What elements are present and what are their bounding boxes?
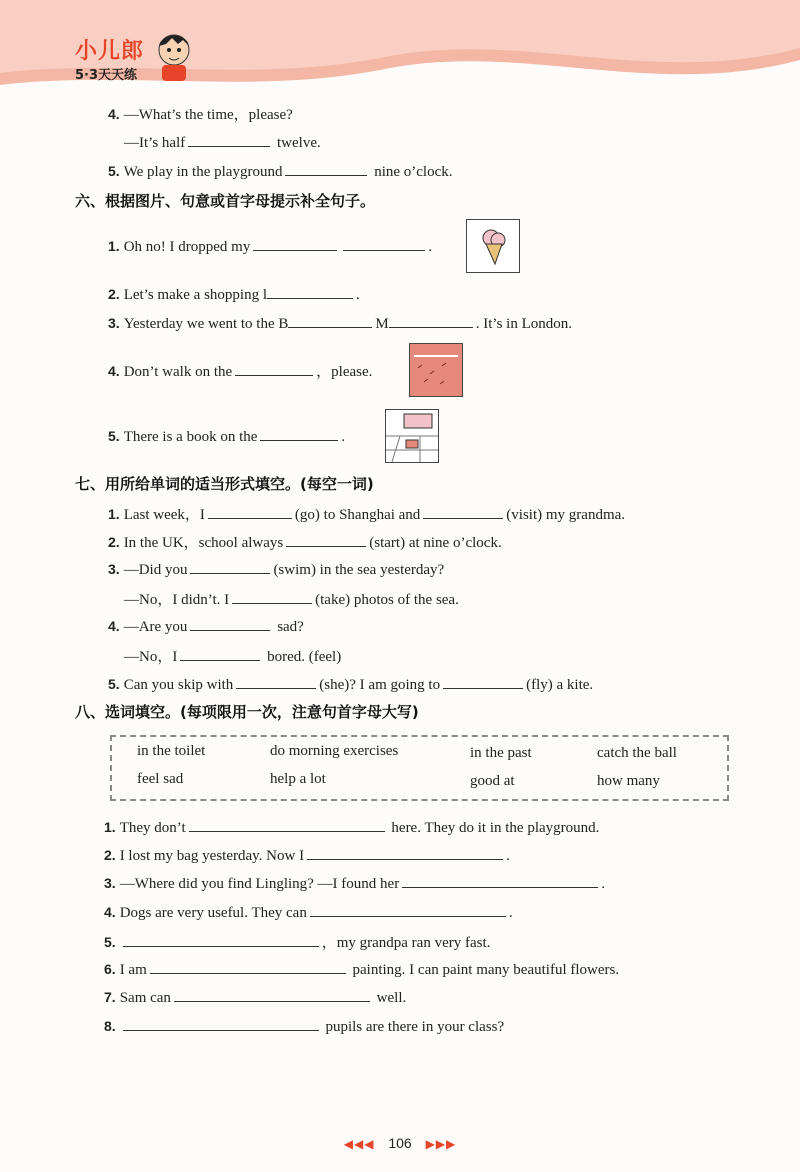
- answer-blank[interactable]: [389, 313, 473, 328]
- item-number: 2.: [108, 286, 120, 302]
- question-text: .: [508, 905, 513, 921]
- question-text: They don’t: [119, 820, 186, 836]
- question-text: Don’t walk on the: [123, 364, 233, 380]
- question-text: .: [356, 287, 360, 303]
- page-number: 106: [388, 1135, 412, 1151]
- item-number: 4.: [108, 363, 120, 379]
- question-text: (visit) my grandma.: [506, 507, 626, 523]
- answer-blank[interactable]: [189, 817, 385, 832]
- item-number: 8.: [104, 1018, 116, 1034]
- question-text: .: [506, 848, 510, 864]
- item-number: 5.: [108, 676, 120, 692]
- question-text: bored. (feel): [267, 649, 342, 665]
- question-text: —No，I: [124, 649, 178, 665]
- question-text: (start) at nine o’clock.: [369, 535, 502, 551]
- answer-blank[interactable]: [208, 504, 292, 519]
- question-text: ，my grandpa ran very fast.: [321, 935, 491, 951]
- question-text: sad?: [277, 619, 304, 635]
- item-number: 3.: [108, 315, 120, 331]
- answer-blank[interactable]: [285, 161, 367, 176]
- question-text: twelve.: [277, 135, 321, 151]
- left-arrows-icon: ◀◀◀: [343, 1137, 375, 1151]
- item-number: 5.: [108, 163, 120, 179]
- question-text: Sam can: [119, 990, 171, 1006]
- question-text: (go) to Shanghai and: [294, 507, 421, 523]
- item-number: 6.: [104, 961, 116, 977]
- answer-blank[interactable]: [150, 959, 346, 974]
- question-text: (fly) a kite.: [526, 677, 594, 693]
- word-option[interactable]: good at: [470, 773, 515, 789]
- question-text: —What’s the time，please?: [123, 107, 293, 123]
- item-number: 2.: [104, 847, 116, 863]
- item-number: 1.: [108, 506, 120, 522]
- item-number: 1.: [108, 238, 120, 254]
- answer-blank[interactable]: [123, 1016, 319, 1031]
- question-text: .: [601, 876, 605, 892]
- question-text: pupils are there in your class?: [325, 1019, 505, 1035]
- section-8-title: 八、选词填空。(每项限用一次，注意句首字母大写): [75, 703, 419, 721]
- question-text: (take) photos of the sea.: [315, 592, 459, 608]
- question-text: In the UK，school always: [123, 535, 284, 551]
- section-6-title: 六、根据图片、句意或首字母提示补全句子。: [75, 192, 376, 210]
- answer-blank[interactable]: [236, 674, 316, 689]
- word-option[interactable]: how many: [597, 773, 660, 789]
- answer-blank[interactable]: [423, 504, 503, 519]
- item-number: 3.: [108, 561, 120, 577]
- answer-blank[interactable]: [188, 132, 270, 147]
- word-option[interactable]: in the past: [470, 745, 532, 761]
- item-number: 1.: [104, 819, 116, 835]
- question-text: We play in the playground: [123, 164, 283, 180]
- question-text: Let’s make a shopping l: [123, 287, 267, 303]
- answer-blank[interactable]: [288, 313, 372, 328]
- logo-title: 小儿郎: [75, 39, 145, 64]
- answer-blank[interactable]: [123, 932, 319, 947]
- question-text: ，please.: [316, 364, 373, 380]
- question-text: .: [341, 429, 346, 445]
- question-text: nine o’clock.: [374, 164, 453, 180]
- item-number: 7.: [104, 989, 116, 1005]
- question-text: (she)? I am going to: [319, 677, 441, 693]
- answer-blank[interactable]: [253, 236, 337, 251]
- word-option[interactable]: do morning exercises: [270, 743, 399, 759]
- question-text: here. They do it in the playground.: [391, 820, 600, 836]
- item-number: 4.: [104, 904, 116, 920]
- answer-blank[interactable]: [402, 873, 598, 888]
- logo-subtitle: 5·3天天练: [75, 68, 138, 83]
- question-text: Dogs are very useful. They can: [119, 905, 307, 921]
- page-footer: [0, 1135, 800, 1151]
- word-option[interactable]: in the toilet: [137, 743, 206, 759]
- question-text: Yesterday we went to the B: [123, 316, 289, 332]
- question-text: I am: [119, 962, 147, 978]
- answer-blank[interactable]: [190, 616, 270, 631]
- question-text: painting. I can paint many beautiful flowers.: [352, 962, 620, 978]
- word-option[interactable]: feel sad: [137, 771, 184, 787]
- answer-blank[interactable]: [343, 236, 425, 251]
- grass-icon: [409, 343, 463, 397]
- right-arrows-icon: ▶▶▶: [425, 1137, 457, 1151]
- question-text: There is a book on the: [123, 429, 258, 445]
- item-number: 5.: [108, 428, 120, 444]
- question-text: —No，I didn’t. I: [124, 592, 230, 608]
- question-text: I lost my bag yesterday. Now I: [119, 848, 305, 864]
- question-text: —Where did you find Lingling? —I found her: [119, 876, 400, 892]
- item-number: 3.: [104, 875, 116, 891]
- item-number: 4.: [108, 618, 120, 634]
- question-text: well.: [376, 990, 407, 1006]
- question-text: Can you skip with: [123, 677, 234, 693]
- question-text: —Did you: [123, 562, 188, 578]
- answer-blank[interactable]: [260, 426, 338, 441]
- item-number: 5.: [104, 934, 116, 950]
- answer-blank[interactable]: [232, 589, 312, 604]
- boy-mascot-icon: [150, 28, 198, 84]
- answer-blank[interactable]: [310, 902, 506, 917]
- question-text: (swim) in the sea yesterday?: [273, 562, 445, 578]
- answer-blank[interactable]: [307, 845, 503, 860]
- item-number: 4.: [108, 106, 120, 122]
- answer-blank[interactable]: [190, 559, 270, 574]
- question-text: —It’s half: [124, 135, 186, 151]
- question-text: . It’s in London.: [475, 316, 572, 332]
- word-option[interactable]: help a lot: [270, 771, 326, 787]
- question-text: M: [375, 316, 389, 332]
- answer-blank[interactable]: [235, 361, 313, 376]
- answer-blank[interactable]: [443, 674, 523, 689]
- floor-book-icon: [385, 409, 439, 463]
- answer-blank[interactable]: [286, 532, 366, 547]
- question-text: Last week，I: [123, 507, 205, 523]
- word-bank: [110, 735, 729, 801]
- question-text: Oh no! I dropped my: [123, 239, 251, 255]
- answer-blank[interactable]: [180, 646, 260, 661]
- ice-cream-icon: [466, 219, 520, 273]
- section-7-title: 七、用所给单词的适当形式填空。(每空一词): [75, 475, 374, 493]
- answer-blank[interactable]: [267, 284, 353, 299]
- question-text: —Are you: [123, 619, 188, 635]
- item-number: 2.: [108, 534, 120, 550]
- word-option[interactable]: catch the ball: [597, 745, 677, 761]
- answer-blank[interactable]: [174, 987, 370, 1002]
- question-text: .: [428, 239, 433, 255]
